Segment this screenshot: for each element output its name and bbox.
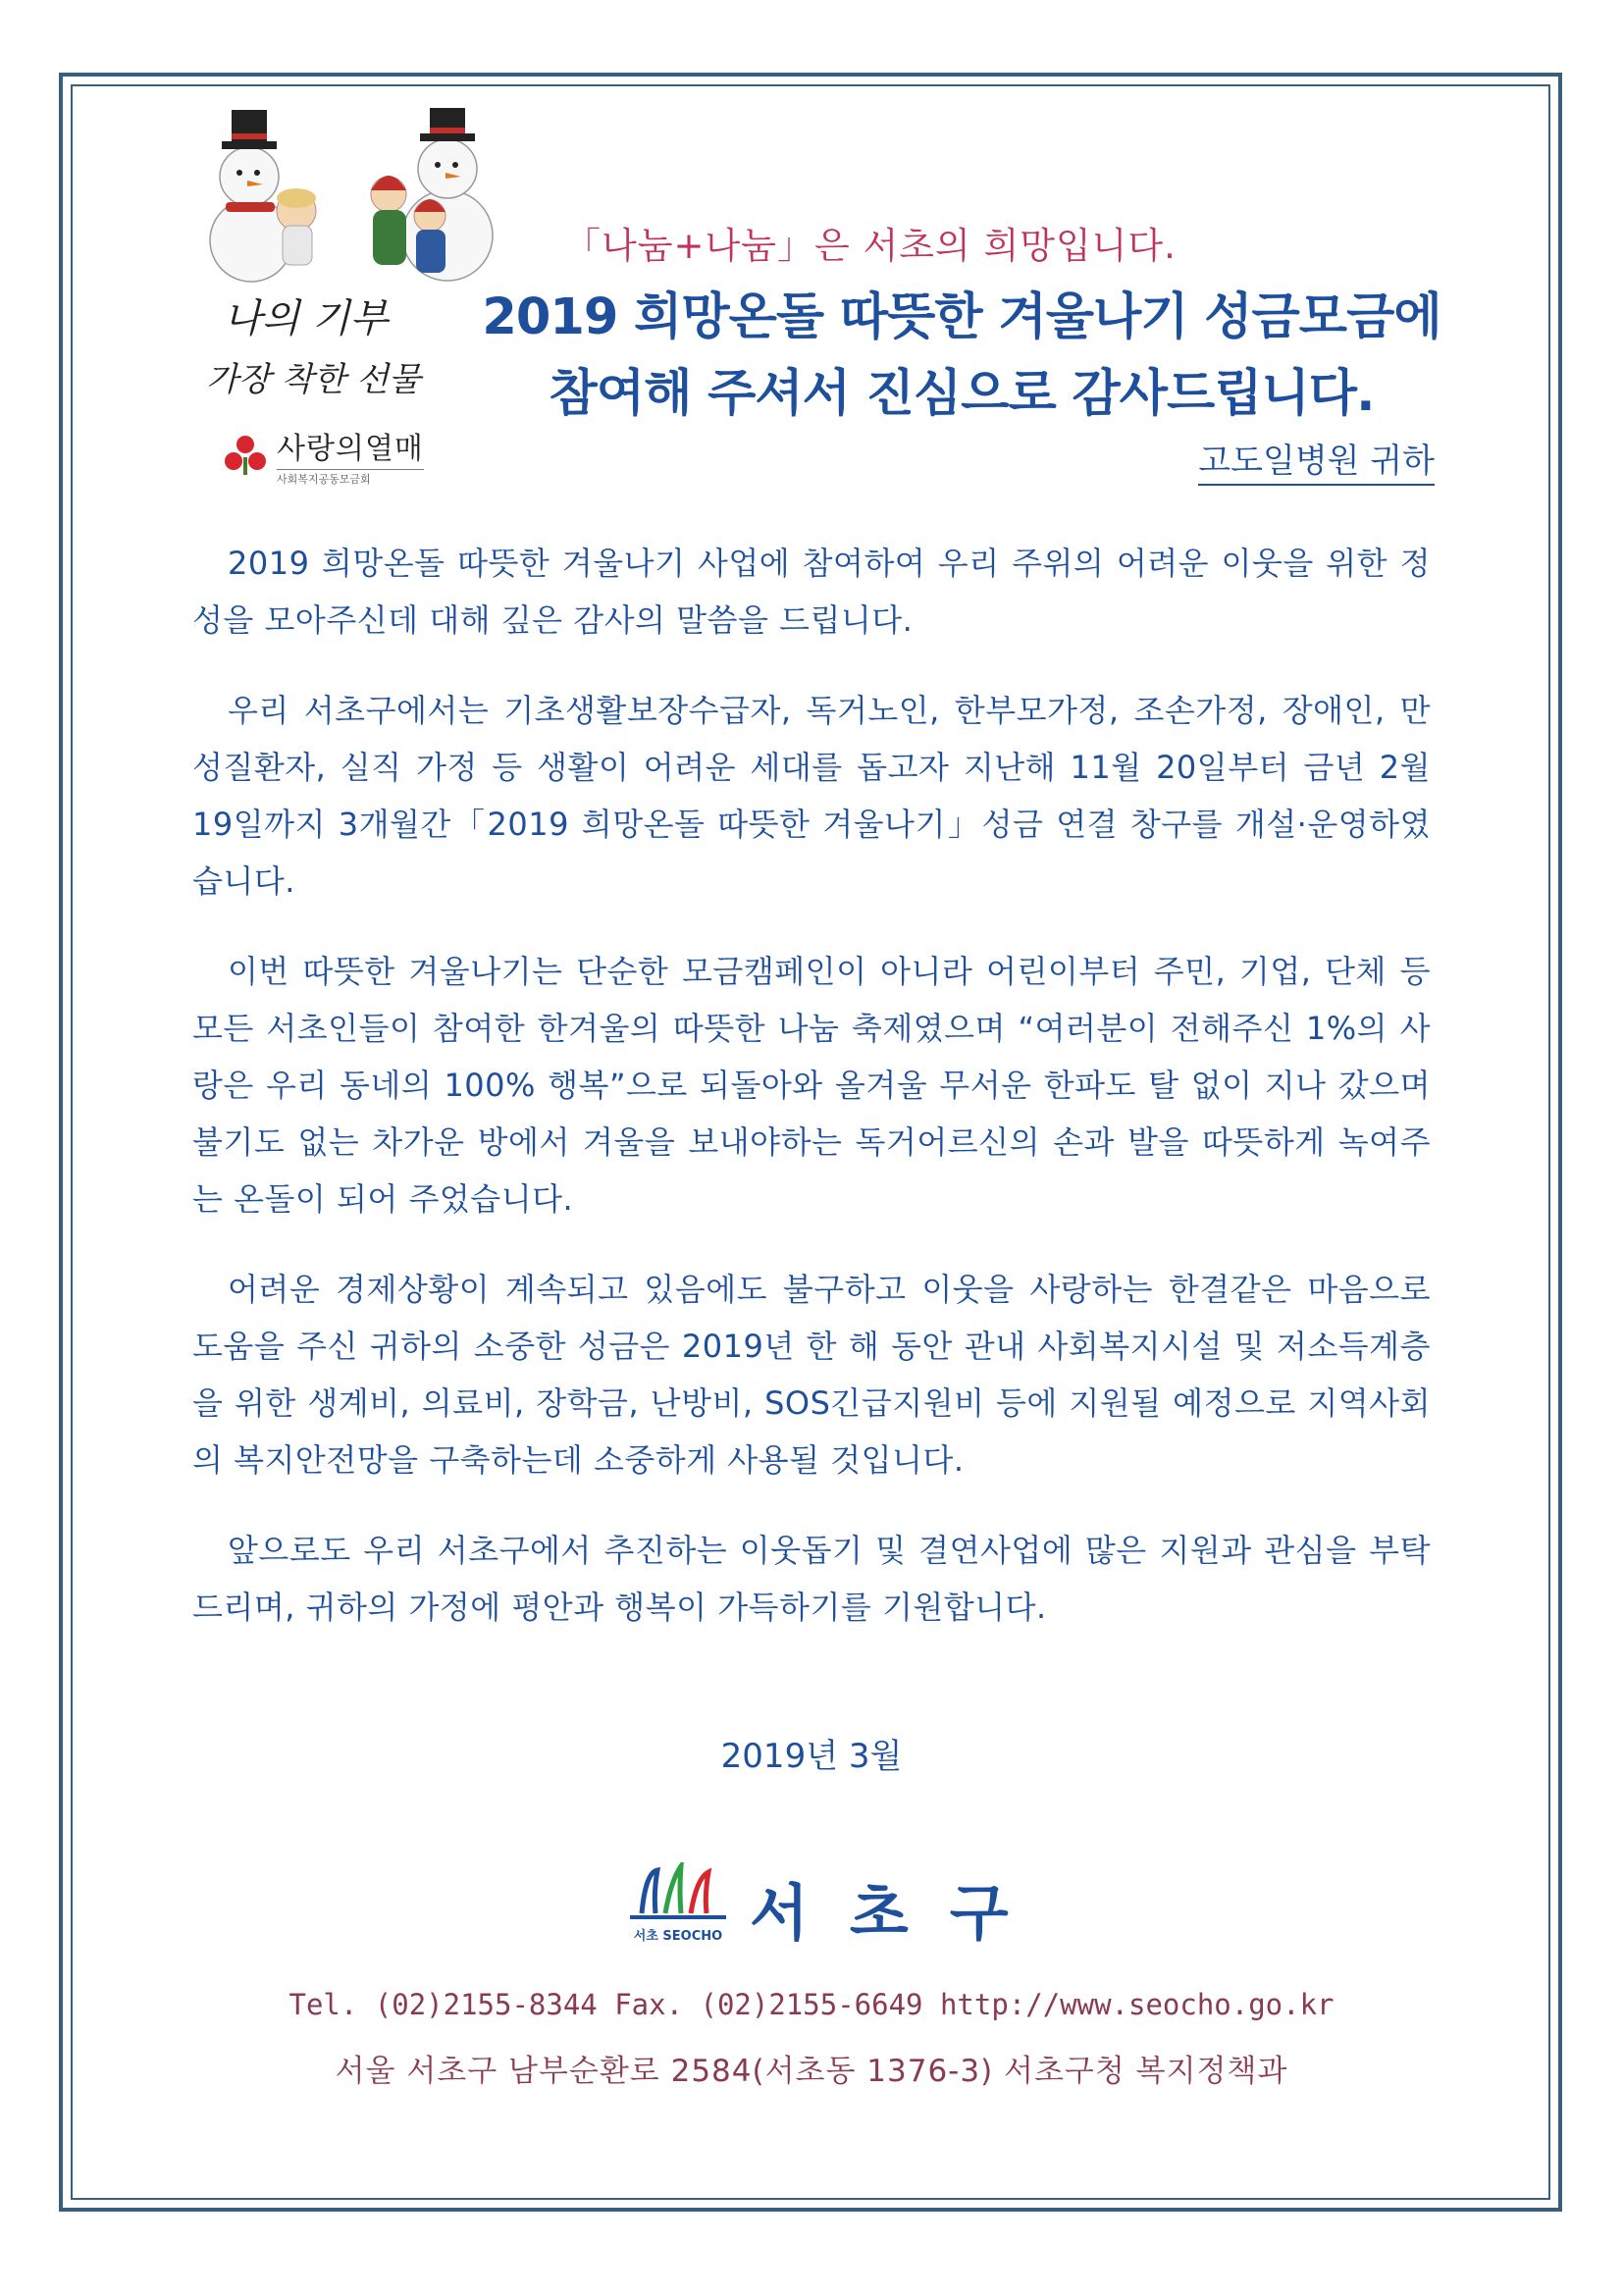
paragraph-5: 앞으로도 우리 서초구에서 추진하는 이웃돕기 및 결연사업에 많은 지원과 관심을 부탁드리며, 귀하의 가정에 평안과 행복이 가득하기를 기원합니다. bbox=[192, 1532, 1431, 1626]
paragraph-1: 2019 희망온돌 따뜻한 겨울나기 사업에 참여하여 우리 주위의 어려운 이웃을 위한 정성을 모아주신데 대해 깊은 감사의 말씀을 드립니다. bbox=[192, 545, 1431, 639]
red-fruit-icon bbox=[224, 434, 267, 477]
letter-subtitle: 「나눔+나눔」은 서초의 희망입니다. bbox=[564, 225, 1177, 267]
sarang-logo bbox=[224, 424, 424, 487]
slogan-script-icon bbox=[204, 285, 430, 407]
sarang-sub: 사회복지공동모금회 bbox=[277, 469, 424, 487]
title-line-1: 2019 희망온돌 따뜻한 겨울나기 성금모금에 bbox=[482, 288, 1441, 346]
paragraph-2: 우리 서초구에서는 기초생활보장수급자, 독거노인, 한부모가정, 조손가정, 장애인, 만성질환자, 실직 가정 등 생활이 어려운 세대를 돕고자 지난해 11월 20일부터 금년 2월 19일까지 3개월간「2019 희망온돌 따뜻한 겨울나기」성금 연결 창구를 개설·운영하였습니다. bbox=[192, 692, 1431, 900]
seocho-logo bbox=[624, 1862, 732, 1944]
org-name: 서초구 bbox=[750, 1877, 1050, 1949]
paragraph-4: 어려운 경제상황이 계속되고 있음에도 불구하고 이웃을 사랑하는 한결같은 마음으로 도움을 주신 귀하의 소중한 성금은 2019년 한 해 동안 관내 사회복지시설 및 저소득계층을 위한 생계비, 의료비, 장학금, 난방비, SOS긴급지원비 등에 지원될 예정으로 지역사회의 복지안전망을 구축하는데 소중하게 사용될 것입니다. bbox=[192, 1271, 1431, 1479]
seocho-logo-label: 서초 SEOCHO bbox=[633, 1929, 723, 1944]
slogan-handwriting bbox=[204, 285, 430, 407]
snowmen-illustration bbox=[192, 108, 516, 285]
letter-body bbox=[192, 535, 1431, 1669]
svg-text:가장 착한 선물: 가장 착한 선물 bbox=[206, 360, 421, 399]
sarang-name: 사랑의열매 bbox=[277, 432, 424, 466]
seocho-signature bbox=[624, 1862, 1050, 1949]
seocho-mark-icon bbox=[624, 1862, 732, 1923]
recipient: 고도일병원 귀하 bbox=[1198, 434, 1435, 486]
snowman-right-icon bbox=[371, 108, 493, 281]
paragraph-3: 이번 따뜻한 겨울나기는 단순한 모금캠페인이 아니라 어린이부터 주민, 기업, 단체 등 모든 서초인들이 참여한 한겨울의 따뜻한 나눔 축제였으며 “여러분이 전해주신 1%의 사랑은 우리 동네의 100% 행복”으로 되돌아와 올겨울 무서운 한파도 탈 없이 지나 갔으며 불기도 없는 차가운 방에서 겨울을 보내야하는 독거어르신의 손과 발을 따뜻하게 녹여주는 온돌이 되어 주었습니다. bbox=[192, 953, 1431, 1218]
title-line-2: 참여해 주셔서 진심으로 감사드립니다. bbox=[549, 365, 1375, 423]
snowman-left-icon bbox=[210, 110, 316, 282]
address-line: 서울 서초구 남부순환로 2584(서초동 1376-3) 서초구청 복지정책과 bbox=[335, 2054, 1288, 2089]
svg-text:나의 기부: 나의 기부 bbox=[224, 296, 389, 341]
contact-line: Tel. (02)2155-8344 Fax. (02)2155-6649 http://www.seocho.go.kr bbox=[288, 1988, 1335, 2021]
letter-date: 2019년 3월 bbox=[720, 1737, 903, 1776]
letter-title bbox=[471, 280, 1452, 433]
